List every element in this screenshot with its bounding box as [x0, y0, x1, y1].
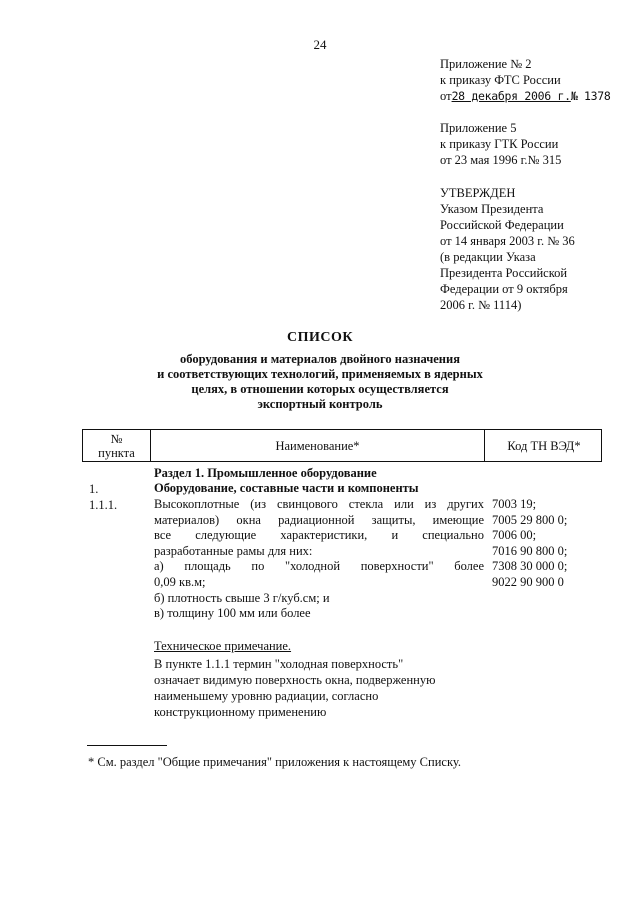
header-item-number-symbol: №	[110, 431, 123, 446]
approved-line: Президента Российской	[440, 266, 568, 280]
subtitle-line: экспортный контроль	[257, 397, 383, 411]
header-code: Код ТН ВЭД*	[507, 438, 581, 453]
hs-code: 7016 90 800 0;	[492, 543, 568, 558]
description-line: разработанные рамы для них:	[154, 543, 313, 558]
item-number-1: 1.	[89, 482, 99, 496]
subtitle-line: целях, в отношении которых осуществляется	[191, 382, 449, 396]
description-line: материалов) окна радиационной защиты, имеющие	[154, 512, 484, 527]
approved-line: (в редакции Указа	[440, 250, 536, 264]
footnote-divider	[87, 745, 167, 746]
appendix-5-line3: от 23 мая 1996 г.№ 315	[440, 153, 562, 167]
section-title: Раздел 1. Промышленное оборудование	[154, 466, 377, 480]
document-subtitle	[140, 352, 500, 412]
header-item-number	[83, 430, 151, 461]
item-1-1-1-description	[154, 497, 484, 622]
appendix-2-prefix: от	[440, 89, 452, 103]
appendix-5-line2: к приказу ГТК России	[440, 137, 559, 151]
subsection-title: Оборудование, составные части и компоненты	[154, 481, 419, 495]
approved-line: от 14 января 2003 г. № 36	[440, 234, 575, 248]
header-item-number-label: пункта	[98, 445, 135, 460]
tech-note-line: наименьшему уровню радиации, согласно	[154, 689, 379, 703]
appendix-2-line3	[440, 88, 611, 104]
hs-code: 7308 30 000 0;	[492, 559, 568, 574]
appendix-2-line2: к приказу ФТС России	[440, 73, 561, 87]
description-line: в) толщину 100 мм или более	[154, 606, 311, 621]
hs-code: 7005 29 800 0;	[492, 512, 568, 527]
description-line: Высокоплотные (из свинцового стекла или из других	[154, 497, 484, 511]
approved-line: 2006 г. № 1114)	[440, 298, 522, 312]
item-number-1-1-1: 1.1.1.	[89, 498, 118, 512]
tech-note-title: Техническое примечание.	[154, 639, 292, 653]
tech-note-line: означает видимую поверхность окна, подверженную	[154, 673, 436, 687]
description-line: 0,09 кв.м;	[154, 574, 206, 589]
approved-line: Федерации от 9 октября	[440, 282, 568, 296]
section-heading	[154, 466, 419, 496]
handwritten-date: 28 декабря 2006 г.	[451, 89, 571, 103]
appendix-2-line1: Приложение № 2	[440, 57, 532, 71]
document-title: СПИСОК	[286, 330, 354, 345]
tech-note-text	[154, 656, 435, 720]
header-name: Наименование*	[151, 430, 485, 461]
tech-note-line: В пункте 1.1.1 термин "холодная поверхность"	[154, 657, 404, 671]
page-number: 24	[313, 37, 327, 52]
description-line: все следующие характеристики, и специально	[154, 528, 484, 543]
subtitle-line: и соответствующих технологий, применяемых в ядерных	[157, 367, 483, 381]
approved-line: Российской Федерации	[440, 218, 564, 232]
appendix-2-block	[440, 56, 611, 104]
description-line: а) площадь по "холодной поверхности" более	[154, 559, 484, 574]
approved-line: Указом Президента	[440, 202, 544, 216]
hs-code: 9022 90 900 0	[492, 574, 564, 589]
description-line: б) плотность свыше 3 г/куб.см; и	[154, 590, 330, 605]
hs-codes	[492, 497, 567, 591]
tech-note-line: конструкционному применению	[154, 705, 327, 719]
approved-block	[440, 185, 575, 313]
hs-code: 7006 00;	[492, 528, 537, 543]
hs-code: 7003 19;	[492, 497, 537, 511]
handwritten-number: № 1378	[570, 89, 611, 103]
table-header	[82, 429, 602, 462]
approved-line: УТВЕРЖДЕН	[440, 186, 516, 200]
footnote: * См. раздел "Общие примечания" приложения к настоящему Списку.	[88, 755, 461, 769]
subtitle-line: оборудования и материалов двойного назначения	[180, 352, 460, 366]
appendix-5-block	[440, 120, 561, 168]
appendix-5-line1: Приложение 5	[440, 121, 517, 135]
